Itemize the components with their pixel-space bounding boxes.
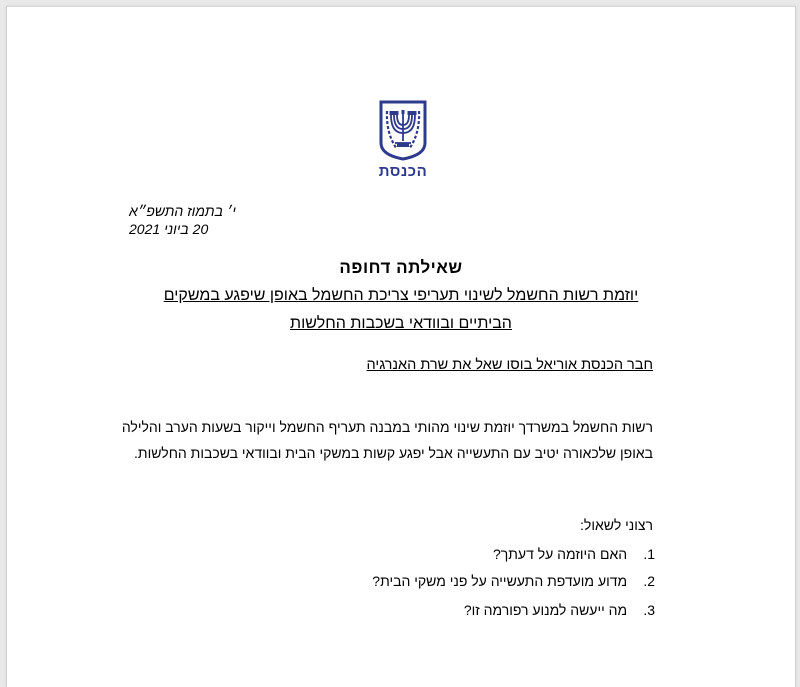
body-line-2: באופן שלכאורה יטיב עם התעשייה אבל יפגע קשות במשקי הבית ובוודאי בשכבות החלשות. [134, 445, 653, 461]
member-line: חבר הכנסת אוריאל בוסו שאל את שרת האנרגיה [366, 357, 653, 373]
emblem-label: הכנסת [378, 163, 428, 180]
ask-intro: רצוני לשאול: [580, 517, 653, 533]
document-page [6, 6, 796, 687]
question-number: 2. [643, 573, 655, 589]
question-item [464, 602, 655, 618]
subject-line-1: יוזמת רשות החשמל לשינוי תעריפי צריכת החשמל באופן שיפגע במשקים [163, 287, 639, 304]
gregorian-date: 20 ביוני 2021 [129, 221, 209, 237]
question-text: מדוע מועדפת התעשייה על פני משקי הבית? [372, 573, 628, 589]
question-number: 1. [643, 546, 655, 562]
knesset-emblem [373, 99, 433, 191]
question-item [372, 573, 655, 589]
subject-line-2: הביתיים ובוודאי בשכבות החלשות [290, 315, 512, 332]
question-text: האם היוזמה על דעתך? [492, 546, 628, 562]
menorah-emblem-icon [373, 99, 433, 161]
body-line-1: רשות החשמל במשרדך יוזמת שינוי מהותי במבנה תעריף החשמל וייקור בשעות הערב והלילה [121, 419, 653, 435]
hebrew-date: י׳ בתמוז התשפ״א [129, 203, 236, 219]
document-title: שאילתה דחופה [339, 258, 463, 277]
question-text: מה ייעשה למנוע רפורמה זו? [463, 602, 628, 618]
question-item [493, 546, 655, 562]
question-number: 3. [643, 602, 655, 618]
